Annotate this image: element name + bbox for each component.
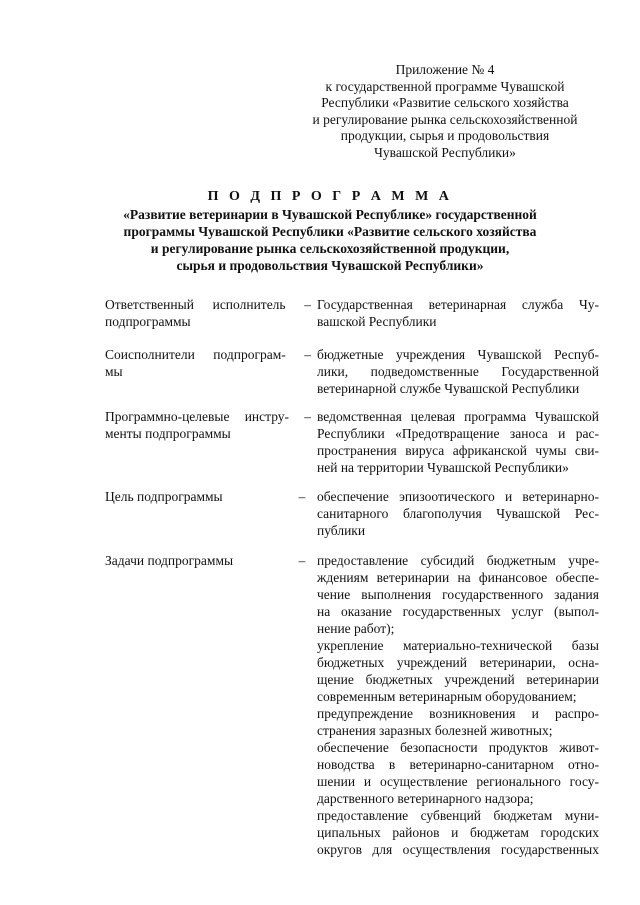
row-label [105,488,305,505]
appendix-line: Приложение № 4 [395,62,495,77]
row-value [317,488,599,539]
value-line: щение бюджетных учреждений ветеринарии [317,672,599,687]
label-line: подпрограммы [105,314,191,329]
value-line: ней на территории Чувашской Республики» [317,460,569,475]
value-line: бюджетных учреждений ветеринарии, осна- [317,655,599,670]
value-line: ведомственная целевая программа Чувашской [317,409,599,424]
subtitle-line: и регулирование рынка сельскохозяйственной продукции, [150,241,510,256]
value-line: странения заразных болезней животных; [317,723,553,738]
value-line: шении и осуществление регионального госу- [317,774,599,789]
value-line: предоставление субсидий бюджетным учре- [317,553,599,568]
subtitle-line: «Развитие ветеринарии в Чувашской Республике» государственной [123,207,537,222]
value-line: санитарного благополучия Чувашской Рес- [317,506,599,521]
label-line [105,296,311,313]
value-line: публики [317,523,366,538]
value-line: Республики «Предотвращение заноса и рас- [317,426,599,441]
row-value [317,296,599,330]
row-value [317,552,599,858]
label-word: подпрограм- [213,347,286,362]
value-line: чение выполнения государственного задания [317,587,599,602]
value-line: ципальных районов и бюджетам городских [317,825,599,840]
appendix-line: и регулирование рынка сельскохозяйственной [312,111,578,127]
label-line [105,408,311,425]
value-line: Государственная ветеринарная служба Чу- [317,297,599,312]
dash-mark: – [298,553,306,568]
label-line: Цель подпрограммы [105,489,223,504]
label-word: Программно-целевые [105,409,230,424]
dash-mark: – [304,297,311,312]
value-line: укрепление материально-технической базы [317,638,599,653]
value-line: вашской Республики [317,314,437,329]
subtitle-line: сырья и продовольствия Чувашской Республики» [176,258,484,273]
appendix-note [300,62,590,161]
appendix-line: к государственной программе Чувашской [325,78,565,94]
row-label [105,408,311,442]
value-line: современным ветеринарным оборудованием; [317,689,577,704]
dash-mark: – [298,489,306,504]
row-label [105,296,311,330]
value-line: предоставление субвенций бюджетам муни- [317,808,599,823]
value-line: ветеринарной службе Чувашской Республики [317,381,580,396]
label-line: менты подпрограммы [105,426,231,441]
label-word: Соисполнители [105,347,195,362]
label-line: Задачи подпрограммы [105,553,234,568]
label-word: Ответственный [105,297,194,312]
label-word: инстру- [244,409,290,424]
value-line: округов для осуществления государственных [317,842,599,857]
label-line [105,346,311,363]
document-title: П О Д П Р О Г Р А М М А [207,189,453,204]
row-value [317,408,599,476]
value-line: нение работ); [317,621,395,636]
appendix-line: Чувашской Республики» [374,144,516,160]
row-label [105,346,311,380]
document-heading [60,188,600,274]
value-line: на оказание государственных услуг (выпол- [317,604,599,619]
dash-mark: – [304,347,311,362]
value-line: бюджетные учреждения Чувашской Респуб- [317,347,599,362]
appendix-line: Республики «Развитие сельского хозяйства [321,95,569,110]
value-line: обеспечение безопасности продуктов живот- [317,740,599,755]
label-line: мы [105,364,123,379]
row-value [317,346,599,397]
subtitle-line: программы Чувашской Республики «Развитие сельского хозяйства [123,224,537,239]
label-word: исполнитель [212,297,286,312]
value-line: новодства в ветеринарно-санитарном отно- [317,757,599,772]
value-line: пространения вируса африканской чумы сви- [317,443,599,458]
appendix-line: продукции, сырья и продовольствия [340,128,550,143]
row-label [105,552,305,569]
value-line: обеспечение эпизоотического и ветеринарно- [317,489,599,504]
value-line: лики, подведомственные Государственной [317,364,599,379]
dash-mark: – [304,409,311,424]
value-line: ждениям ветеринарии на финансовое обеспе- [317,570,599,585]
value-line: предупреждение возникновения и распро- [317,706,599,721]
value-line: дарственного ветеринарного надзора; [317,791,534,806]
